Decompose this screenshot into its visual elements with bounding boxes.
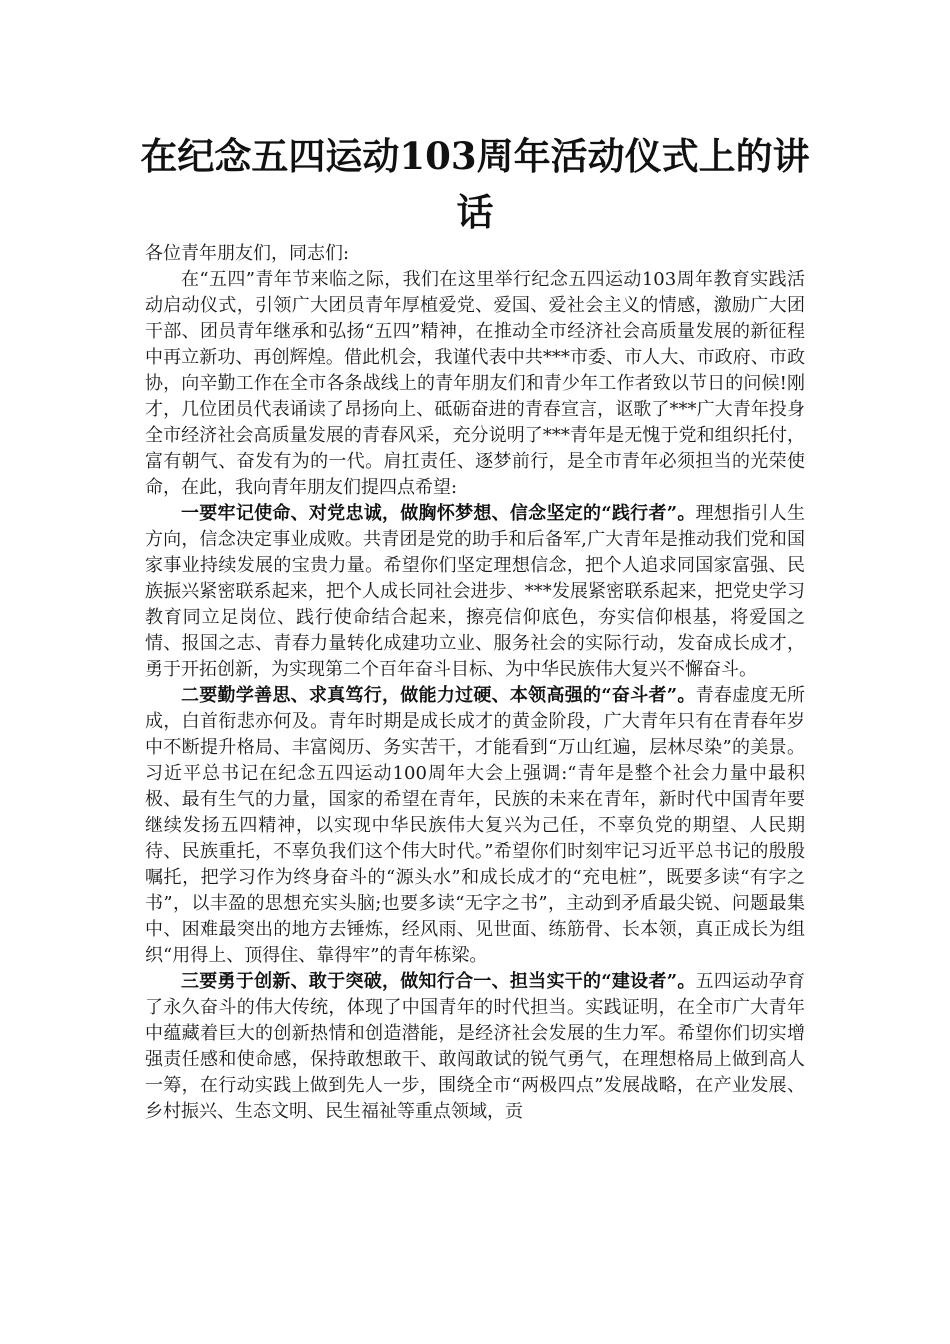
paragraph-lead: 三要勇于创新、敢于突破，做知行合一、担当实干的“建设者”。 — [181, 971, 696, 992]
paragraph-text: 五四运动孕育了永久奋斗的伟大传统，体现了中国青年的时代担当。实践证明，在全市广大青年中蕴藏着巨大的创新热情和创造潜能，是经济社会发展的生力军。希望你们切实增强责任感和使命感，保持敢想敢干、敢闯敢试的锐气勇气，在理想格局上做到高人一筹，在行动实践上做到先人一步，围绕全市“两极四点”发展战略，在产业发展、乡村振兴、生态文明、民生福祉等重点领域，贡 — [145, 971, 805, 1122]
paragraph-hope-three — [145, 969, 805, 1125]
paragraph-lead: 一要牢记使命、对党忠诚，做胸怀梦想、信念坚定的“践行者”。 — [181, 503, 696, 524]
paragraph-hope-one — [145, 501, 805, 683]
paragraph-lead: 二要勤学善思、求真笃行，做能力过硬、本领高强的“奋斗者”。 — [181, 685, 696, 706]
paragraph-text: 在“五四”青年节来临之际，我们在这里举行纪念五四运动103周年教育实践活动启动仪式，引领广大团员青年厚植爱党、爱国、爱社会主义的情感，激励广大团干部、团员青年继承和弘扬“五四”精神，在推动全市经济社会高质量发展的新征程中再立新功、再创辉煌。借此机会，我谨代表中共***市委、市人大、市政府、市政协，向辛勤工作在全市各条战线上的青年朋友们和青少年工作者致以节日的问候!刚才，几位团员代表诵读了昂扬向上、砥砺奋进的青春宣言，讴歌了***广大青年投身全市经济社会高质量发展的青春风采，充分说明了***青年是无愧于党和组织托付，富有朝气、奋发有为的一代。肩扛责任、逐梦前行，是全市青年必须担当的光荣使命，在此，我向青年朋友们提四点希望: — [145, 269, 805, 498]
paragraph-text: 理想指引人生方向，信念决定事业成败。共青团是党的助手和后备军,广大青年是推动我们党和国家事业持续发展的宝贵力量。希望你们坚定理想信念，把个人追求同国家富强、民族振兴紧密联系起来，把个人成长同社会进步、***发展紧密联系起来，把党史学习教育同立足岗位、践行使命结合起来，擦亮信仰底色，夯实信仰根基，将爱国之情、报国之志、青春力量转化成建功立业、服务社会的实际行动，发奋成长成才，勇于开拓创新，为实现第二个百年奋斗目标、为中华民族伟大复兴不懈奋斗。 — [145, 503, 805, 680]
document-title: 在纪念五四运动103周年活动仪式上的讲话 — [140, 134, 810, 234]
document-body — [145, 241, 805, 1125]
paragraph-intro — [145, 267, 805, 501]
paragraph-hope-two — [145, 683, 805, 969]
salutation: 各位青年朋友们，同志们: — [145, 243, 350, 264]
paragraph-text: 青春虚度无所成，白首衔悲亦何及。青年时期是成长成才的黄金阶段，广大青年只有在青春年岁中不断提升格局、丰富阅历、务实苦干，才能看到“万山红遍，层林尽染”的美景。习近平总书记在纪念五四运动100周年大会上强调:“青年是整个社会力量中最积极、最有生气的力量，国家的希望在青年，民族的未来在青年，新时代中国青年要继续发扬五四精神，以实现中华民族伟大复兴为己任，不辜负党的期望、人民期待、民族重托，不辜负我们这个伟大时代。”希望你们时刻牢记习近平总书记的殷殷嘱托，把学习作为终身奋斗的“源头水”和成长成才的“充电桩”，既要多读“有字之书”，以丰盈的思想充实头脑;也要多读“无字之书”，主动到矛盾最尖锐、问题最集中、困难最突出的地方去锤炼，经风雨、见世面、练筋骨、长本领，真正成长为组织“用得上、顶得住、靠得牢”的青年栋梁。 — [145, 685, 805, 966]
